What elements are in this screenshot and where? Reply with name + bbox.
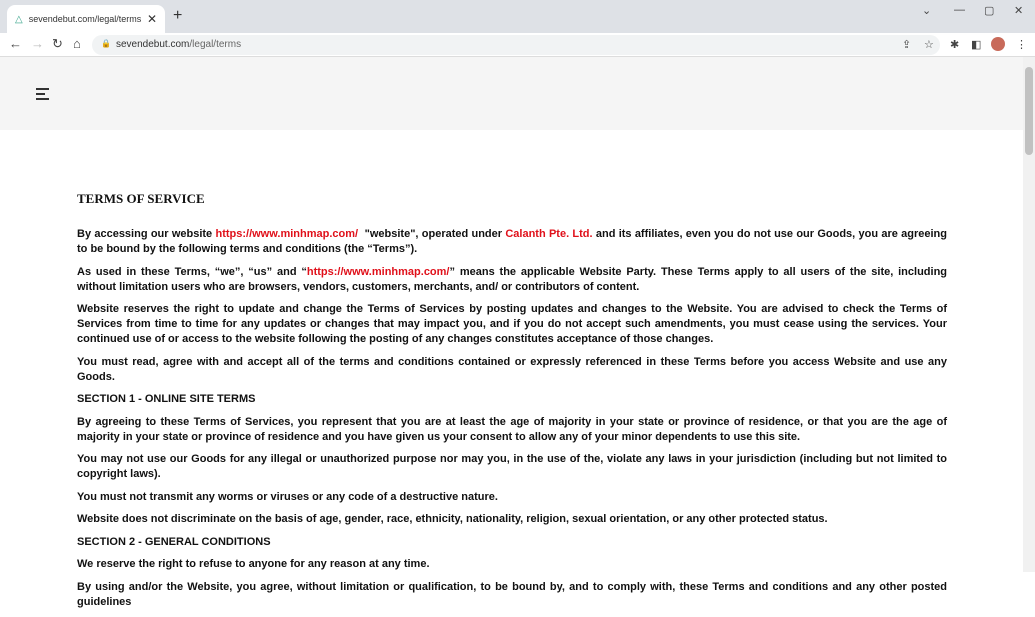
- forward-icon[interactable]: →: [31, 36, 44, 51]
- site-favicon-icon: △: [15, 13, 23, 25]
- home-icon[interactable]: ⌂: [73, 36, 81, 51]
- website-link[interactable]: https://www.minhmap.com/: [306, 265, 450, 278]
- text: As used in these Terms, “we”, “us” and “: [77, 265, 307, 278]
- browser-toolbar: [0, 33, 1035, 57]
- tab-title: sevendebut.com/legal/terms: [28, 14, 142, 24]
- paragraph: Website does not discriminate on the basis of age, gender, race, ethnicity, nationality, religion, sexual orientation, or any other protected status.: [77, 513, 828, 525]
- scrollbar-thumb[interactable]: [1025, 67, 1033, 155]
- paragraph: You must read, agree with and accept all of the terms and conditions contained or expressly referenced in these Terms before you access Website and use any Goods.: [77, 355, 947, 383]
- lock-icon: 🔒: [101, 39, 111, 48]
- text: and its affiliates, even you do not use our Goods, you are agreeing to be bound by the following terms and conditions (the “Terms”).: [77, 228, 947, 255]
- paragraph: We reserve the right to refuse to anyone for any reason at any time.: [77, 558, 430, 570]
- section-heading: SECTION 1 - ONLINE SITE TERMS: [77, 393, 256, 405]
- terms-content: [77, 191, 947, 617]
- new-tab-icon[interactable]: +: [173, 7, 183, 24]
- maximize-icon[interactable]: ▢: [984, 5, 995, 17]
- section-heading: SECTION 2 - GENERAL CONDITIONS: [77, 535, 271, 548]
- url-path: /legal/terms: [189, 39, 242, 50]
- paragraph: You must not transmit any worms or viruses or any code of a destructive nature.: [77, 490, 498, 503]
- minimize-icon[interactable]: —: [954, 4, 965, 16]
- profile-avatar[interactable]: [991, 37, 1005, 51]
- text: "website", operated under: [358, 228, 506, 240]
- close-tab-icon[interactable]: ✕: [146, 12, 157, 26]
- paragraph: You may not use our Goods for any illegal or unauthorized purpose nor may you, in the use of the, violate any laws in your jurisdiction (including but not limited to copyright laws).: [77, 453, 947, 480]
- paragraph: By agreeing to these Terms of Services, you represent that you are at least the age of majority in your state or province of residence, or that you are the age of majority in your state or province of residence and you have given us your consent to allow any of your minor dependents to use this site.: [77, 415, 947, 443]
- site-header: [0, 57, 1023, 130]
- bookmark-star-icon[interactable]: ☆: [924, 39, 934, 51]
- paragraph: By using and/or the Website, you agree, without limitation or qualification, to be bound by, and to comply with, these Terms and conditions and any other posted guidelines: [77, 580, 947, 608]
- address-bar[interactable]: [92, 35, 940, 55]
- text: ” means the applicable Website Party. These Terms apply to all users of the site, including without limitation users who are browsers, vendors, customers, merchants, and/ or contributors of content.: [77, 265, 948, 293]
- hamburger-menu-icon[interactable]: [36, 88, 49, 103]
- share-icon[interactable]: ⇪: [902, 39, 912, 51]
- paragraph: Website reserves the right to update and change the Terms of Services by posting updates and changes to the Website. You are advised to check the Terms of Services from time to time for any updates or changes that may impact you, and if you do not accept such amendments, you must cease using the services. Your continued use of or access to the website following the posting of any changes constitutes acceptance of those changes.: [77, 303, 947, 345]
- browser-tab[interactable]: [7, 5, 165, 33]
- paragraph: [77, 227, 947, 257]
- tab-search-icon[interactable]: ⌄: [922, 5, 932, 17]
- back-icon[interactable]: ←: [9, 36, 22, 51]
- menu-kebab-icon[interactable]: ⋮: [1016, 39, 1027, 51]
- company-link[interactable]: Calanth Pte. Ltd.: [505, 228, 593, 240]
- side-panel-icon[interactable]: ◧: [971, 39, 982, 51]
- reload-icon[interactable]: ↻: [52, 36, 63, 51]
- close-window-icon[interactable]: ✕: [1014, 5, 1024, 17]
- text: By accessing our website: [77, 228, 216, 240]
- page-title: TERMS OF SERVICE: [77, 191, 205, 206]
- tab-bar: [0, 0, 1035, 33]
- url-host: sevendebut.com: [116, 39, 190, 50]
- paragraph: [77, 265, 947, 295]
- vertical-scrollbar[interactable]: [1023, 57, 1035, 572]
- extensions-icon[interactable]: ✱: [950, 39, 960, 51]
- website-link[interactable]: https://www.minhmap.com/: [215, 228, 359, 240]
